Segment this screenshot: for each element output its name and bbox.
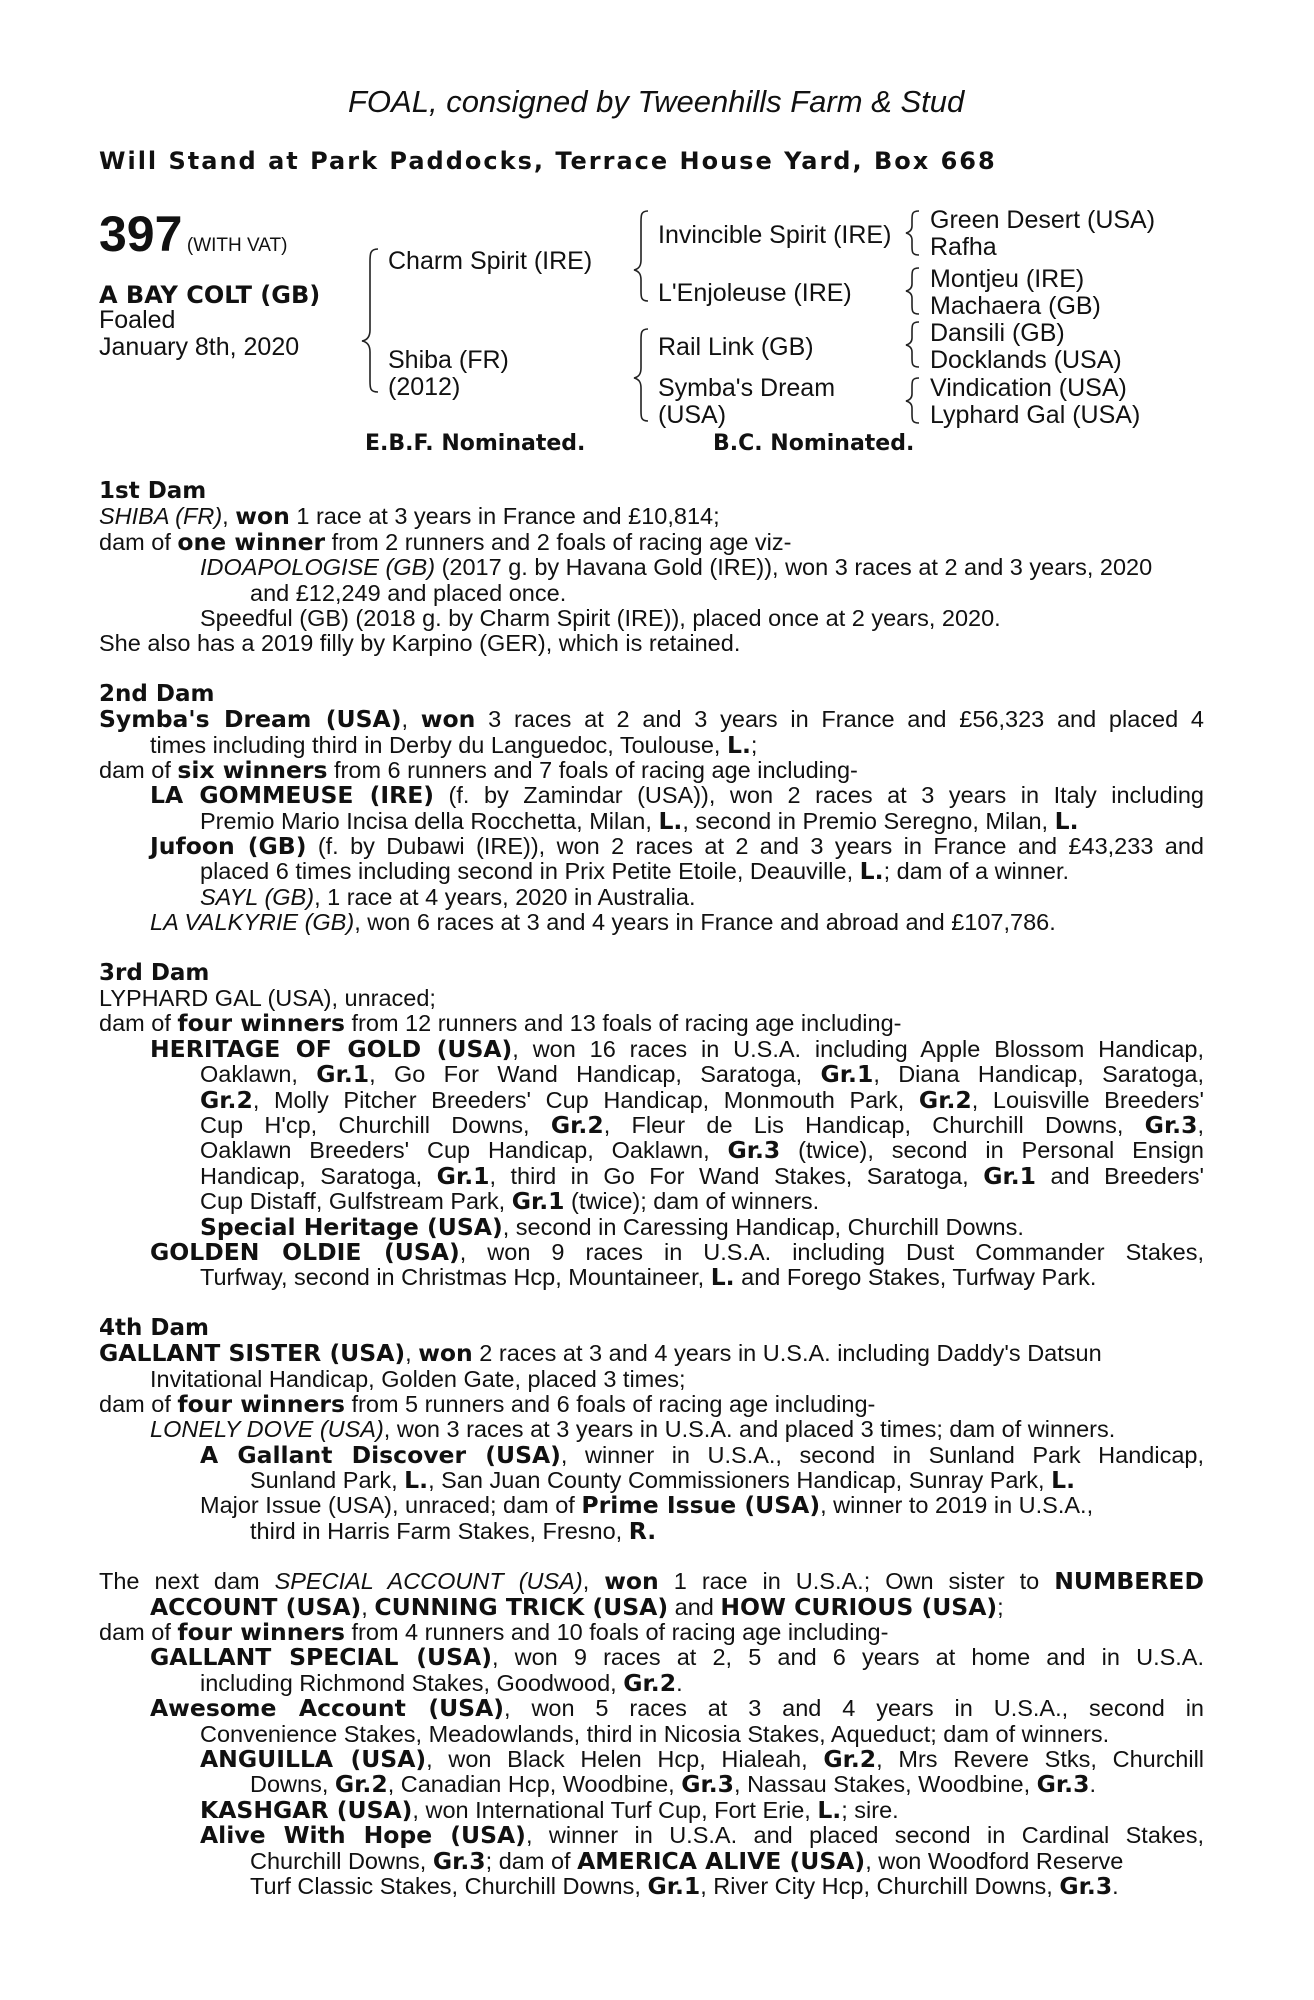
lot-description: A BAY COLT (GB) (99, 281, 321, 309)
pedigree-dss: Dansili (GB) (930, 319, 1065, 347)
text-line: Oaklawn Breeders' Cup Handicap, Oaklawn, Gr.3 (twice), second in Personal Ensign (200, 1136, 1204, 1165)
foaled-date: January 8th, 2020 (99, 333, 300, 361)
stand-location: Will Stand at Park Paddocks, Terrace House Yard, Box 668 (99, 147, 997, 175)
text-line: including Richmond Stakes, Goodwood, Gr.2. (200, 1668, 683, 1697)
text-line: LA VALKYRIE (GB), won 6 races at 3 and 4 years in France and abroad and £107,786. (150, 909, 1056, 936)
section-heading: 3rd Dam (99, 959, 210, 986)
text-line: GALLANT SISTER (USA), won 2 races at 3 and 4 years in U.S.A. including Daddy's Datsun (99, 1339, 1102, 1368)
text-line: Speedful (GB) (2018 g. by Charm Spirit (IRE)), placed once at 2 years, 2020. (200, 604, 1001, 631)
foaled-label: Foaled (99, 306, 176, 334)
text-line: ACCOUNT (USA), CUNNING TRICK (USA) and HOW CURIOUS (USA); (150, 1592, 1004, 1621)
text-line: placed 6 times including second in Prix Petite Etoile, Deauville, L.; dam of a winner. (200, 857, 1070, 886)
pedigree-sire: Charm Spirit (IRE) (388, 247, 593, 275)
pedigree-ssd: Rafha (930, 233, 997, 261)
pedigree-dam-sire: Rail Link (GB) (658, 333, 814, 361)
text-line: Gr.2, Molly Pitcher Breeders' Cup Handicap, Monmouth Park, Gr.2, Louisville Breeders' (200, 1085, 1205, 1114)
text-line: SHIBA (FR), won 1 race at 3 years in France and £10,814; (99, 502, 720, 531)
section-second-dam (99, 682, 1204, 936)
pedigree-sire-dam: L'Enjoleuse (IRE) (658, 279, 852, 307)
section-heading: 1st Dam (99, 478, 207, 504)
text-line: Special Heritage (USA), second in Caressing Handicap, Churchill Downs. (200, 1212, 1024, 1241)
ebf-nominated: E.B.F. Nominated. (365, 431, 586, 456)
pedigree-sire-sire: Invincible Spirit (IRE) (658, 221, 892, 249)
section-heading: 2nd Dam (99, 680, 215, 707)
text-line: Handicap, Saratoga, Gr.1, third in Go For Wand Stakes, Saratoga, Gr.1 and Breeders' (200, 1161, 1204, 1190)
text-line: and £12,249 and placed once. (250, 579, 567, 606)
text-line: The next dam SPECIAL ACCOUNT (USA), won 1 race in U.S.A.; Own sister to NUMBERED (99, 1567, 1204, 1596)
text-line: Churchill Downs, Gr.3; dam of AMERICA ALIVE (USA), won Woodford Reserve (250, 1846, 1124, 1875)
text-line: Awesome Account (USA), won 5 races at 3 and 4 years in U.S.A., second in (150, 1694, 1204, 1723)
text-line: times including third in Derby du Languedoc, Toulouse, L.; (150, 730, 758, 759)
text-line: Major Issue (USA), unraced; dam of Prime Issue (USA), winner to 2019 in U.S.A., (200, 1491, 1094, 1520)
text-line: Turfway, second in Christmas Hcp, Mountaineer, L. and Forego Stakes, Turfway Park. (200, 1263, 1097, 1292)
text-line: dam of four winners from 4 runners and 10 foals of racing age including- (99, 1618, 889, 1647)
vat-note: (WITH VAT) (186, 235, 288, 256)
text-line: Downs, Gr.2, Canadian Hcp, Woodbine, Gr.3, Nassau Stakes, Woodbine, Gr.3. (250, 1770, 1096, 1799)
text-line: dam of six winners from 6 runners and 7 foals of racing age including- (99, 755, 858, 784)
section-heading: 4th Dam (99, 1314, 209, 1341)
pedigree-sds: Montjeu (IRE) (930, 265, 1085, 293)
text-line: third in Harris Farm Stakes, Fresno, R. (250, 1516, 657, 1545)
catalogue-body (99, 479, 1204, 1899)
text-line: Alive With Hope (USA), winner in U.S.A. and placed second in Cardinal Stakes, (200, 1821, 1204, 1850)
text-line: ANGUILLA (USA), won Black Helen Hcp, Hialeah, Gr.2, Mrs Revere Stks, Churchill (200, 1744, 1205, 1773)
text-line: KASHGAR (USA), won International Turf Cup, Fort Erie, L.; sire. (200, 1795, 899, 1824)
text-line: A Gallant Discover (USA), winner in U.S.A., second in Sunland Park Handicap, (200, 1440, 1204, 1469)
text-line: Sunland Park, L., San Juan County Commissioners Handicap, Sunray Park, L. (250, 1466, 1076, 1495)
text-line: Oaklawn, Gr.1, Go For Wand Handicap, Saratoga, Gr.1, Diana Handicap, Saratoga, (200, 1060, 1204, 1089)
consignor-title: FOAL, consigned by Tweenhills Farm & Stud (348, 84, 965, 119)
text-line: dam of one winner from 2 runners and 2 foals of racing age viz- (99, 527, 792, 556)
text-line: GOLDEN OLDIE (USA), won 9 races in U.S.A. including Dust Commander Stakes, (150, 1237, 1204, 1266)
text-line: Cup Distaff, Gulfstream Park, Gr.1 (twice); dam of winners. (200, 1187, 820, 1216)
pedigree-dam: Shiba (FR) (388, 346, 509, 374)
section-first-dam (99, 479, 1204, 657)
pedigree-sss: Green Desert (USA) (930, 206, 1156, 234)
text-line: Symba's Dream (USA), won 3 races at 2 and 3 years in France and £56,323 and placed 4 (99, 705, 1205, 734)
pedigree-sdd: Machaera (GB) (930, 292, 1101, 320)
text-line: IDOAPOLOGISE (GB) (2017 g. by Havana Gold (IRE)), won 3 races at 2 and 3 years, 2020 (200, 554, 1153, 581)
pedigree-dam-dam: Symba's Dream (658, 374, 836, 402)
text-line: GALLANT SPECIAL (USA), won 9 races at 2, 5 and 6 years at home and in U.S.A. (150, 1643, 1205, 1672)
pedigree-dam-year: (2012) (388, 373, 461, 401)
section-third-dam (99, 961, 1204, 1291)
text-line: dam of four winners from 5 runners and 6 foals of racing age including- (99, 1389, 876, 1418)
text-line: SAYL (GB), 1 race at 4 years, 2020 in Australia. (200, 883, 696, 910)
text-line: Convenience Stakes, Meadowlands, third in Nicosia Stakes, Aqueduct; dam of winners. (200, 1720, 1110, 1747)
lot-number: 397 (99, 206, 183, 262)
text-line: LONELY DOVE (USA), won 3 races at 3 years in U.S.A. and placed 3 times; dam of winners. (150, 1416, 1116, 1443)
bc-nominated: B.C. Nominated. (713, 431, 915, 456)
pedigree-ddd: Lyphard Gal (USA) (930, 401, 1141, 429)
text-line: She also has a 2019 filly by Karpino (GER), which is retained. (99, 630, 741, 657)
pedigree-dds: Vindication (USA) (930, 374, 1127, 402)
section-fourth-dam (99, 1316, 1204, 1545)
text-line: Cup H'cp, Churchill Downs, Gr.2, Fleur de Lis Handicap, Churchill Downs, Gr.3, (200, 1110, 1204, 1139)
text-line: dam of four winners from 12 runners and 13 foals of racing age including- (99, 1009, 902, 1038)
text-line: Invitational Handicap, Golden Gate, placed 3 times; (150, 1365, 686, 1392)
pedigree-dsd: Docklands (USA) (930, 346, 1122, 374)
section-next-dam (99, 1569, 1204, 1899)
text-line: Jufoon (GB) (f. by Dubawi (IRE)), won 2 races at 2 and 3 years in France and £43,233 and (150, 832, 1204, 861)
text-line: LYPHARD GAL (USA), unraced; (99, 985, 436, 1012)
text-line: Premio Mario Incisa della Rocchetta, Milan, L., second in Premio Seregno, Milan, L. (200, 806, 1079, 835)
text-line: Turf Classic Stakes, Churchill Downs, Gr.1, River City Hcp, Churchill Downs, Gr.3. (250, 1871, 1119, 1900)
text-line: HERITAGE OF GOLD (USA), won 16 races in U.S.A. including Apple Blossom Handicap, (150, 1034, 1204, 1063)
pedigree-dam-dam-country: (USA) (658, 401, 727, 429)
text-line: LA GOMMEUSE (IRE) (f. by Zamindar (USA)), won 2 races at 3 years in Italy including (150, 781, 1204, 810)
